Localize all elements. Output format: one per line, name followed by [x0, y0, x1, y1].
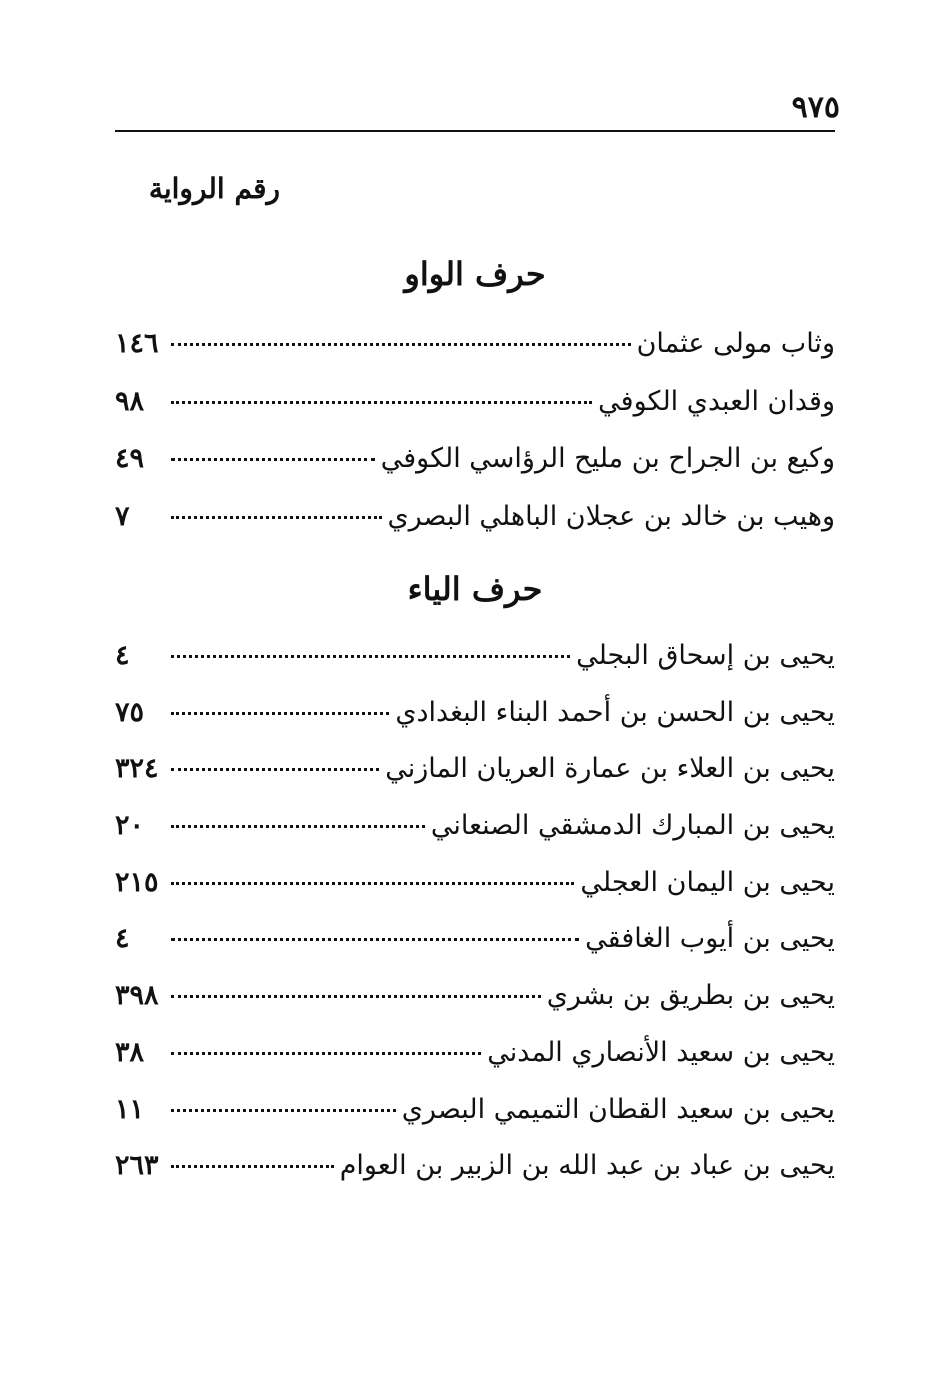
index-entry: [115, 443, 835, 487]
dot-leader: [171, 938, 579, 941]
entry-ref: ٤: [115, 923, 130, 955]
entry-name: يحيى بن أيوب الغافقي: [585, 923, 835, 955]
entry-ref: ١١: [115, 1093, 145, 1125]
entry-name: يحيى بن اليمان العجلي: [580, 866, 835, 898]
dot-leader: [171, 458, 375, 461]
index-entry: [115, 386, 835, 430]
entry-name: يحيى بن عباد بن عبد الله بن الزبير بن العوام: [339, 1150, 835, 1182]
entry-list-ya: [115, 640, 835, 1207]
entry-name: وقدان العبدي الكوفي: [598, 385, 835, 417]
index-entry: [115, 328, 835, 372]
index-entry: [115, 501, 835, 545]
index-entry: [115, 923, 835, 967]
entry-name: يحيى بن إسحاق البجلي: [576, 640, 835, 671]
entry-name: وثاب مولى عثمان: [636, 328, 835, 359]
entry-ref: ٣٩٨: [115, 980, 159, 1012]
index-entry: [115, 1094, 835, 1138]
dot-leader: [171, 655, 570, 658]
entry-name: يحيى بن سعيد القطان التميمي البصري: [401, 1093, 835, 1125]
index-entry: [115, 810, 835, 854]
entry-name: يحيى بن العلاء بن عمارة العريان المازني: [385, 753, 835, 785]
index-entry: [115, 753, 835, 797]
entry-name: يحيى بن سعيد الأنصاري المدني: [487, 1036, 835, 1068]
entry-ref: ٩٨: [115, 385, 145, 417]
index-entry: [115, 1037, 835, 1081]
dot-leader: [171, 995, 541, 998]
entry-ref: ١٤٦: [115, 328, 159, 359]
entry-name: يحيى بن بطريق بن بشري: [546, 980, 835, 1012]
entry-name: وكيع بن الجراح بن مليح الرؤاسي الكوفي: [380, 443, 835, 474]
entry-name: يحيى بن الحسن بن أحمد البناء البغدادي: [395, 696, 835, 728]
section-heading-ya: حرف الياء: [407, 570, 543, 608]
entry-ref: ٣٢٤: [115, 753, 159, 785]
dot-leader: [171, 516, 382, 519]
dot-leader: [171, 1109, 396, 1112]
entry-ref: ٤٩: [115, 443, 145, 474]
entry-name: وهيب بن خالد بن عجلان الباهلي البصري: [387, 500, 835, 532]
column-label: رقم الرواية: [148, 172, 280, 205]
dot-leader: [171, 825, 425, 828]
index-entry: [115, 697, 835, 741]
index-entry: [115, 1150, 835, 1194]
dot-leader: [171, 401, 592, 404]
header-rule: [115, 130, 835, 132]
section-heading-waw: حرف الواو: [404, 255, 546, 293]
entry-ref: ٧: [115, 500, 130, 532]
dot-leader: [171, 1165, 334, 1168]
entry-ref: ٤: [115, 640, 130, 671]
entry-list-waw: [115, 328, 835, 558]
page-number: ٩٧٥: [791, 90, 840, 125]
entry-ref: ٧٥: [115, 696, 145, 728]
dot-leader: [171, 1052, 481, 1055]
dot-leader: [171, 768, 379, 771]
dot-leader: [171, 343, 631, 346]
entry-ref: ٢٠: [115, 810, 145, 842]
entry-ref: ٢٦٣: [115, 1150, 159, 1182]
dot-leader: [171, 712, 389, 715]
index-entry: [115, 867, 835, 911]
index-entry: [115, 980, 835, 1024]
entry-ref: ٢١٥: [115, 866, 159, 898]
entry-name: يحيى بن المبارك الدمشقي الصنعاني: [430, 810, 835, 842]
index-entry: [115, 640, 835, 684]
entry-ref: ٣٨: [115, 1036, 145, 1068]
dot-leader: [171, 882, 574, 885]
